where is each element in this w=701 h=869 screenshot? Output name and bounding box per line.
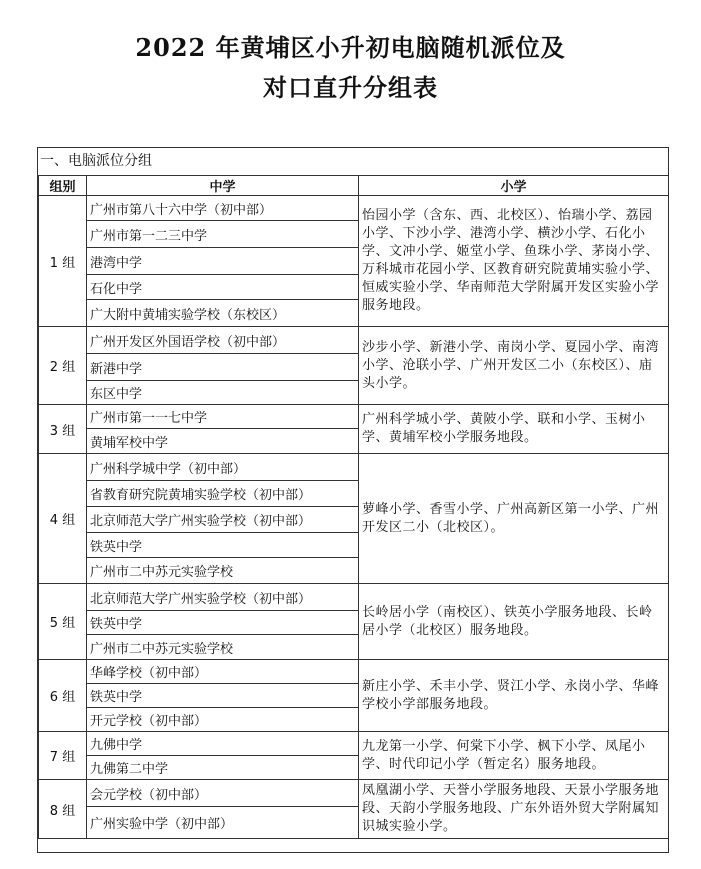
- primary-schools: 怡园小学（含东、西、北校区）、怡瑞小学、荔园小学、下沙小学、港湾小学、横沙小学、石化小学、文冲小学、姬堂小学、鱼珠小学、茅岗小学、万科城市花园小学、区教育研究院黄埔实验小学、恒威实验小学、华南师范大学附属开发区实验小学服务地段。: [359, 196, 669, 327]
- section-title: 一、电脑派位分组: [40, 153, 152, 169]
- middle-school-name: 广州市二中苏元实验学校: [87, 558, 359, 584]
- table-row: [39, 454, 669, 481]
- middle-school-name: 东区中学: [87, 381, 359, 405]
- table-row: [39, 405, 669, 429]
- middle-school-name: 会元学校（初中部）: [87, 780, 359, 807]
- allocation-table-frame: [37, 147, 669, 853]
- middle-school-name: 广州市第一二三中学: [87, 221, 359, 248]
- table-row: [39, 660, 669, 684]
- middle-school-name: 开元学校（初中部）: [87, 708, 359, 732]
- middle-school-name: 广州市二中苏元实验学校: [87, 635, 359, 660]
- middle-school-name: 石化中学: [87, 275, 359, 300]
- group-label: 6 组: [39, 660, 87, 732]
- middle-school-name: 省教育研究院黄埔实验学校（初中部）: [87, 481, 359, 507]
- middle-school-name: 九佛第二中学: [87, 756, 359, 780]
- middle-school-name: 铁英中学: [87, 684, 359, 708]
- middle-school-name: 九佛中学: [87, 732, 359, 756]
- table-header-row: [39, 176, 669, 196]
- middle-school-name: 广州科学城中学（初中部）: [87, 454, 359, 481]
- primary-schools: 新庄小学、禾丰小学、贤江小学、永岗小学、华峰学校小学部服务地段。: [359, 660, 669, 732]
- header-primary-school: 小学: [359, 176, 669, 196]
- table-body: [39, 196, 669, 839]
- group-label: 3 组: [39, 405, 87, 454]
- middle-school-name: 广州市第八十六中学（初中部）: [87, 196, 359, 221]
- middle-school-name: 港湾中学: [87, 248, 359, 275]
- primary-schools: 九龙第一小学、何棠下小学、枫下小学、凤尾小学、时代印记小学（暂定名）服务地段。: [359, 732, 669, 780]
- header-middle-school: 中学: [87, 176, 359, 196]
- middle-school-name: 黄埔军校中学: [87, 429, 359, 454]
- primary-schools: 广州科学城小学、黄陂小学、联和小学、玉树小学、黄埔军校小学服务地段。: [359, 405, 669, 454]
- primary-schools: 萝峰小学、香雪小学、广州高新区第一小学、广州开发区二小（北校区）。: [359, 454, 669, 584]
- group-label: 2 组: [39, 327, 87, 405]
- table-row: [39, 584, 669, 611]
- group-label: 1 组: [39, 196, 87, 327]
- primary-schools: 长岭居小学（南校区）、铁英小学服务地段、长岭居小学（北校区）服务地段。: [359, 584, 669, 660]
- middle-school-name: 广州开发区外国语学校（初中部）: [87, 327, 359, 354]
- group-label: 8 组: [39, 780, 87, 839]
- middle-school-name: 广大附中黄埔实验学校（东校区）: [87, 300, 359, 327]
- page-title-line-2: 对口直升分组表: [263, 73, 438, 102]
- header-group: 组别: [39, 176, 87, 196]
- middle-school-name: 北京师范大学广州实验学校（初中部）: [87, 507, 359, 533]
- middle-school-name: 北京师范大学广州实验学校（初中部）: [87, 584, 359, 611]
- group-label: 5 组: [39, 584, 87, 660]
- table-row: [39, 732, 669, 756]
- middle-school-name: 广州实验中学（初中部）: [87, 807, 359, 839]
- middle-school-name: 铁英中学: [87, 533, 359, 558]
- primary-schools: 凤凰湖小学、天誉小学服务地段、天景小学服务地段、天韵小学服务地段、广东外语外贸大学附属知识城实验小学。: [359, 780, 669, 839]
- group-label: 4 组: [39, 454, 87, 584]
- middle-school-name: 华峰学校（初中部）: [87, 660, 359, 684]
- primary-schools: 沙步小学、新港小学、南岗小学、夏园小学、南湾小学、沧联小学、广州开发区二小（东校区）、庙头小学。: [359, 327, 669, 405]
- middle-school-name: 新港中学: [87, 354, 359, 381]
- group-label: 7 组: [39, 732, 87, 780]
- table-row: [39, 327, 669, 354]
- allocation-table: [38, 175, 669, 839]
- middle-school-name: 铁英中学: [87, 611, 359, 635]
- table-row: [39, 780, 669, 807]
- middle-school-name: 广州市第一一七中学: [87, 405, 359, 429]
- page-title-line-1: 2022 年黄埔区小升初电脑随机派位及: [135, 33, 566, 62]
- table-row: [39, 196, 669, 221]
